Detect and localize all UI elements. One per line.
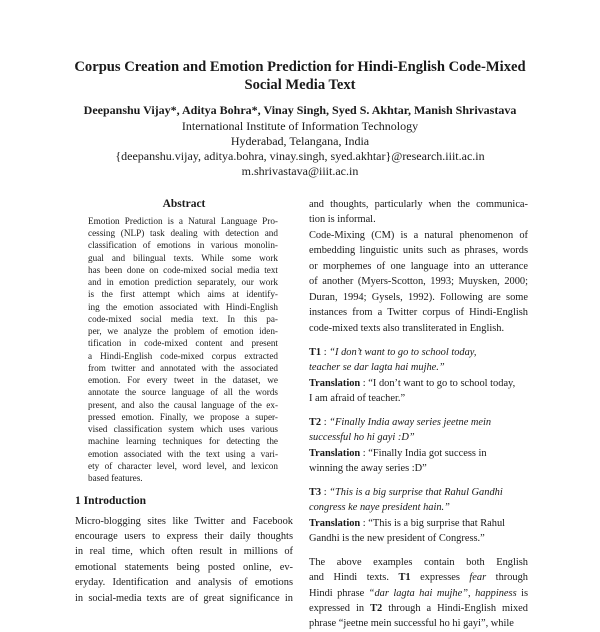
abstract-line: ing the emotion associated with Hindi-English [88, 302, 278, 312]
body-line [309, 586, 528, 602]
body-text: expresses [410, 572, 470, 583]
paper-title [60, 58, 540, 94]
abstract-line: is the first attempt which aims at identify- [88, 289, 278, 299]
translation-label: Translation [309, 518, 361, 529]
author-list: Deepanshu Vijay*, Aditya Bohra*, Vinay Singh, Syed S. Akhtar, Manish Shrivastava [83, 103, 517, 117]
body-line: tion is informal. [309, 214, 376, 225]
body-text: and Hindi texts. [309, 572, 399, 583]
example-t3 [309, 485, 528, 501]
abstract-line: vised classification system which uses various [88, 424, 278, 434]
example-label: T2 [309, 417, 322, 428]
body-text: , [468, 588, 476, 599]
example-text: “I don’t want to go to school today, [329, 347, 477, 358]
abstract-line: emotion. For every tweet in the dataset, we [88, 375, 278, 385]
body-text: expressed in [309, 603, 371, 614]
example-text: teacher se dar lagta hai mujhe.” [309, 362, 445, 373]
translation-text: : “This is a big surprise that Rahul [360, 518, 506, 529]
example-separator: : [321, 487, 330, 498]
hindi-phrase: “dar lagta hai mujhe” [368, 588, 469, 599]
abstract-line: code-mixed social media text. In this pa- [88, 314, 278, 324]
example-separator: : [321, 347, 330, 358]
abstract-line: present, and also the causal language of the ex- [88, 400, 278, 410]
example-text: “Finally India away series jeetne mein [329, 417, 492, 428]
body-line: encourage users to express their daily thoughts [75, 531, 293, 542]
body-text: Hindi phrase [309, 588, 369, 599]
abstract-line: tification in code-mixed content and present [88, 338, 278, 348]
translation-text: winning the away series :D” [309, 463, 427, 474]
example-label: T1 [309, 347, 322, 358]
abstract-line: has been done on code-mixed social media text [88, 265, 278, 275]
body-line [309, 570, 528, 586]
abstract-line: pressed emotion. Finally, we propose a super- [88, 412, 278, 422]
body-text: is [516, 588, 529, 599]
body-line: instances from a Twitter corpus of Hindi-English [309, 307, 528, 318]
body-line: in social-media texts are of great significance in [75, 593, 293, 604]
abstract-line: ety of character level, word level, and lexicon [88, 461, 278, 471]
abstract-line: classification of emotions in various monolin- [88, 240, 278, 250]
body-text: through a Hindi-English mixed [382, 603, 528, 614]
abstract-line: per, we analyze the problem of emotion iden- [88, 326, 278, 336]
abstract-line: Emotion Prediction is a Natural Language Pro- [88, 216, 278, 226]
example-separator: : [321, 417, 330, 428]
abstract-line: and in emotion prediction separately, our work [88, 277, 278, 287]
body-line: or morphemes of one language into an utterance [309, 261, 528, 272]
body-line: Duran, 1994; Gysels, 1992). Following are some [309, 292, 528, 303]
title-line: Social Media Text [244, 77, 356, 93]
body-line: eryday. Identification and analysis of emotions [75, 577, 293, 588]
affiliation-line: Hyderabad, Telangana, India [230, 134, 370, 148]
translation-text: : “Finally India got success in [360, 448, 487, 459]
translation-label: Translation [309, 378, 361, 389]
body-line: emotional statements being posted online, ev- [75, 562, 293, 573]
abstract-heading: Abstract [162, 198, 206, 210]
example-t1 [309, 345, 528, 361]
abstract-line: cessing (NLP) task dealing with detection and [88, 228, 278, 238]
translation-text: Gandhi is the new president of Congress.” [309, 533, 485, 544]
abstract-line: based features. [88, 473, 143, 483]
example-ref: T2 [370, 603, 383, 614]
example-text: successful ho hi gayi :D” [309, 432, 415, 443]
emotion-term: happiness [475, 588, 517, 599]
body-line: in real time, which often result in millions of [75, 546, 293, 557]
example-t2 [309, 415, 528, 431]
abstract-line: a Hindi-English code-mixed corpus extracted [88, 351, 278, 361]
abstract-line: emotion associated with the text using a vari- [88, 449, 278, 459]
translation-label: Translation [309, 448, 361, 459]
body-text: through [486, 572, 529, 583]
translation-text: : “I don’t want to go to school today, [360, 378, 516, 389]
body-line: code-mixed texts also transliterated in English. [309, 323, 505, 334]
example-text: “This is a big surprise that Rahul Gandhi [329, 487, 503, 498]
body-line: of another (Myers-Scotton, 1993; Muysken, 2000; [309, 276, 528, 287]
body-line: Code-Mixing (CM) is a natural phenomenon of [309, 230, 528, 241]
affiliation-line: International Institute of Information Technology [181, 119, 419, 133]
example-ref: T1 [398, 572, 411, 583]
affiliation-email: m.shrivastava@iiit.ac.in [241, 164, 359, 178]
body-line: embedding linguistic units such as phrases, words [309, 245, 528, 256]
example-translation [309, 446, 528, 462]
body-line: phrase “jeetne mein successful ho hi gayi”, while [309, 618, 514, 629]
body-line [309, 601, 528, 617]
abstract-line: gual and bilingual texts. While some work [88, 253, 278, 263]
body-line: Micro-blogging sites like Twitter and Facebook [75, 516, 293, 527]
title-line: Corpus Creation and Emotion Prediction for Hindi-English Code-Mixed [74, 59, 526, 75]
abstract-line: annotate the source language of all the words [88, 387, 278, 397]
body-line: and thoughts, particularly when the communica- [309, 199, 528, 210]
translation-text: I am afraid of teacher.” [309, 393, 406, 404]
example-text: congress ke naye president hain.” [309, 502, 450, 513]
example-translation [309, 516, 528, 532]
body-line: The above examples contain both English [309, 557, 528, 568]
section-heading-introduction: 1 Introduction [75, 495, 147, 507]
example-label: T3 [309, 487, 322, 498]
abstract-line: from twitter and annotated with the associated [88, 363, 278, 373]
abstract-line: machine learning techniques for detecting the [88, 436, 278, 446]
affiliation-email: {deepanshu.vijay, aditya.bohra, vinay.singh, syed.akhtar}@research.iiit.ac.in [115, 149, 485, 163]
example-translation [309, 376, 528, 392]
emotion-term: fear [469, 572, 487, 583]
